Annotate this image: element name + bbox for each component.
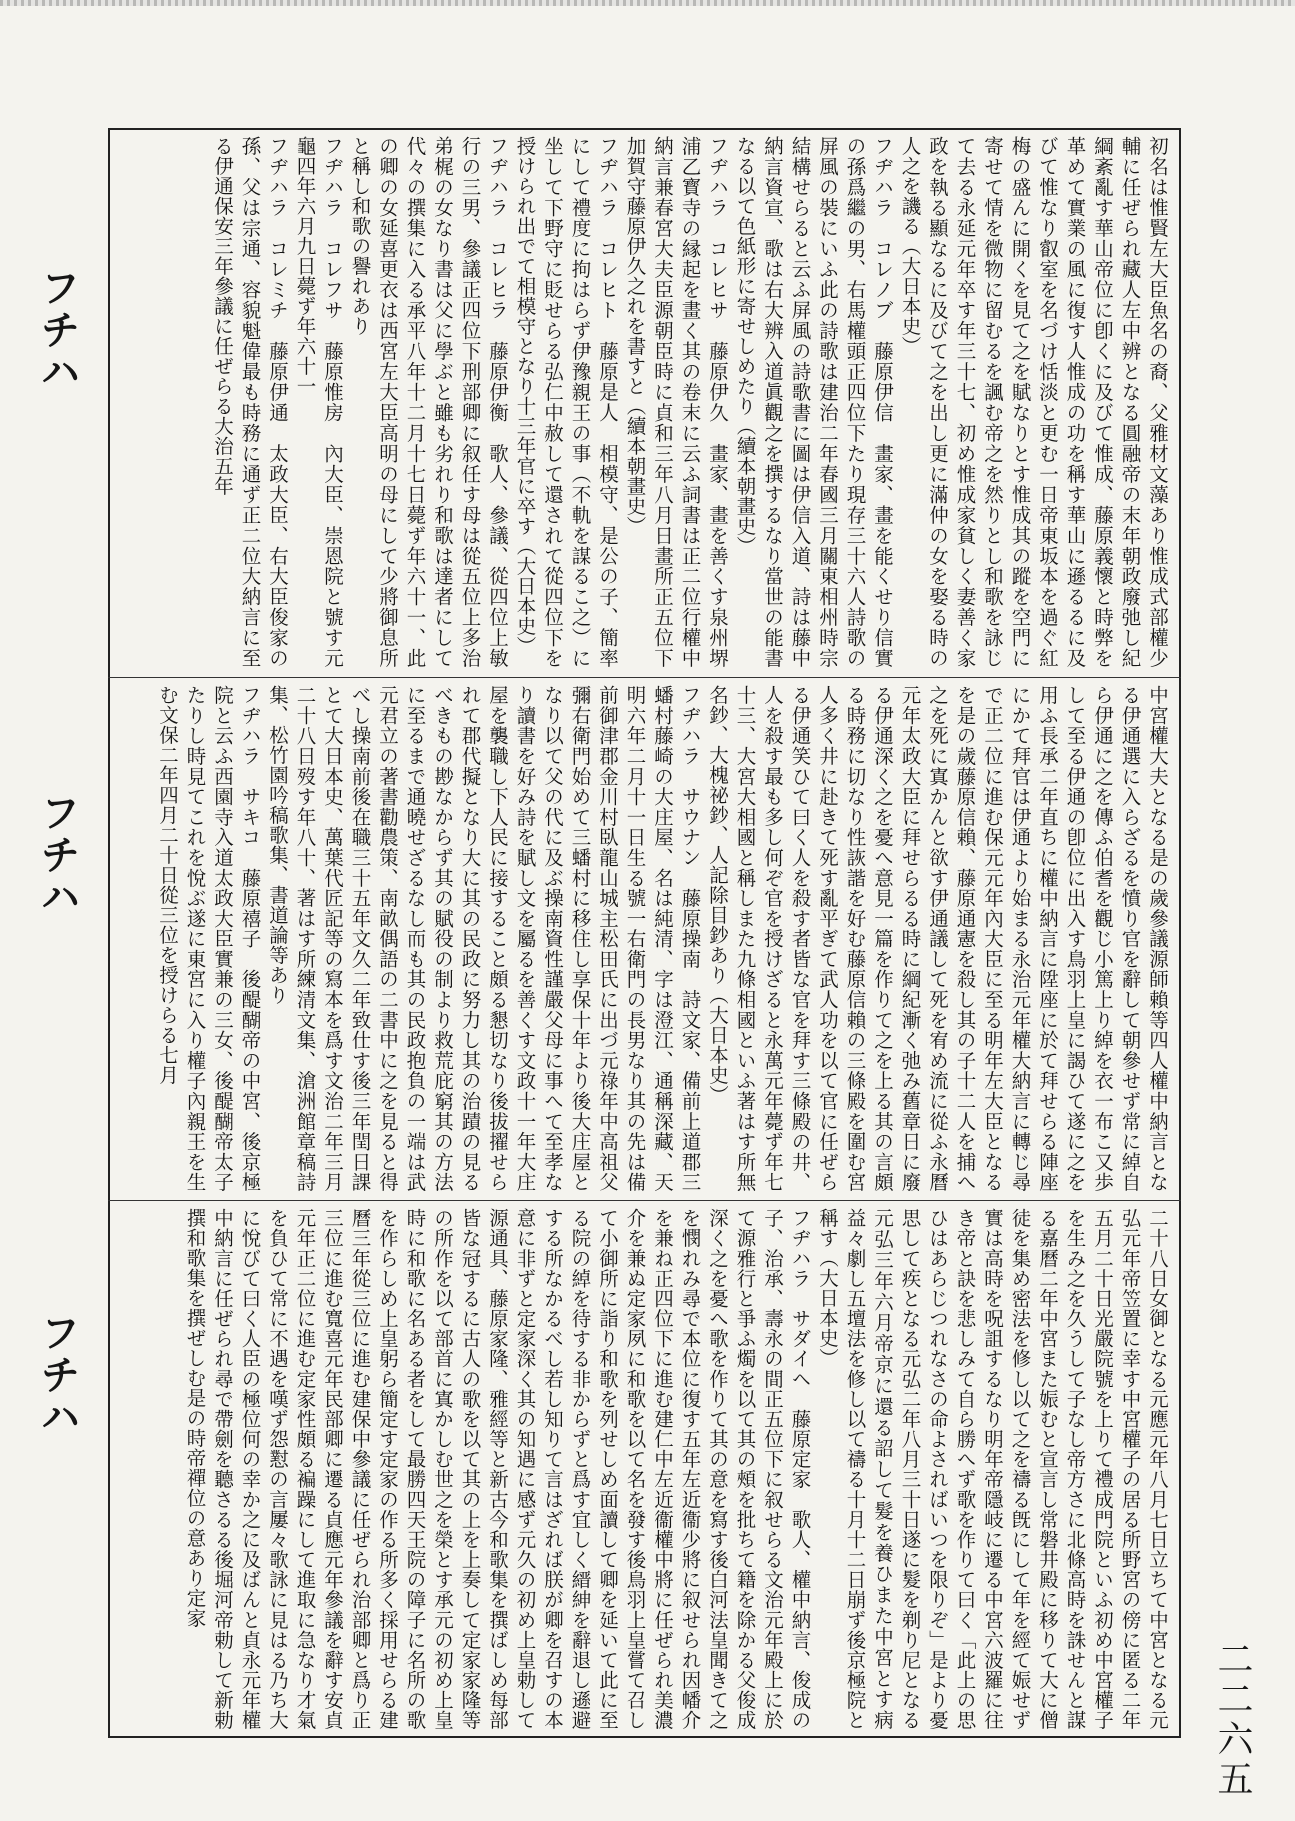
entry: フヂハラ サウナン 藤原操南 詩文家、備前上道郡三蟠村藤崎の大庄屋、名は純清、字は澄江、通稱深藏、天明六年二月十一日生る號一右衛門の長男なり其の先は備前御津郡金川村臥龍山城主松田氏に出づ元祿年中高祖父彌右衛門始めて三蟠村に移住し享保十年より後大庄屋となり以て父の代に及ぶ操南資性謹嚴父母に事へて至孝なり讀書を好み詩を賦し文を屬るを善くす文政十一年大庄屋を襲職し下人民に接すること頗る懇切なり後拔擢せられて郡代擬となり大に其の民政に努力し其の治蹟の見るべきもの尠なからず其の賦役の制より救荒庇窮其の方法に至るまで通曉せざるなし而も其の民政抱負の一端は武元君立の著書勸農策、南畝偶語の二書中に之を見ると得べし操南前後在職三十五年文久二年致仕す後三年閏日課とて大日本史、萬葉代匠記等の寫本を爲す文治二年三月二十八日歿す年八十、著はす所練清文集、滄洲館章稿詩集、松竹園吟稿歌集、書道論等あり [266,685,702,1192]
running-head-3: フチハ [34,1312,80,1438]
entry: フヂハラ コレフサ 藤原惟房 內大臣、崇恩院と號す元龜四年六月九日薨ず年六十一 [293,136,344,668]
running-head-2: フチハ [34,792,80,918]
entry: フヂハラ コレヒラ 藤原伊衡 歌人、參議、從四位上敏行の三男、參議正四位下刑部卿に叙任す母は從五位上多治弟梶の女なり書は父に學ぶと雖も劣れり和歌は達者にして代々の撰集に入る承平八年十二月十七日薨ず年六十一、此の卿の女延喜更衣は西宮左大臣高明の母にして少將御息所と稱し和歌の譽れあり [348,136,509,668]
section-divider-2 [108,1200,1181,1201]
scan-edge-noise [0,0,1295,6]
entry: フヂハラ コレヒサ 藤原伊久 畫家、畫を善くす泉州堺浦乙寳寺の縁起を畫く其の卷末に云ふ詞書は正二位行權中納言兼春宮大夫臣源朝臣時に貞和三年八月日畫所正五位下加賀守藤原伊久之れを書すと（續本朝畫史） [623,136,729,668]
page-number: 二二六五 [1212,1640,1253,1800]
paragraph: 初名は惟賢左大臣魚名の裔、父雅材文藻あり惟成式部權少輔に任ぜられ藏人左中辨となる圓融帝の末年朝政廢弛し紀綱紊亂す華山帝位に卽くに及びて惟成、藤原義懷と時弊を革めて實業の風に復す人惟成の功を稱す華山に遜るるに及びて惟なり叡室を名づけ恬淡と更む一日帝東坂本を過ぐ紅梅の盛んに開くを見て之を賦なりとす惟成其の蹤を空門に寄せて情を微物に留むるを諷む帝之を然りとし和歌を詠じて去る永延元年卒す年三十七、初め惟成家貧しく妻善く家政を執る顯なるに及びて之を出し更に滿仲の女を娶る時の人之を譏る（大日本史） [898,136,1169,668]
entry: フヂハラ サダイヘ 藤原定家 歌人、權中納言、俊成の子、治承、壽永の間正五位下に叙せらる文治元年殿上に於て源雅行と爭ふ燭を以て其の頰を批ちて籍を除かる父俊成深く之を憂へ歌を作りて其の意を寫す後白河法皇聞きて之を憫れみ尋で本位に復す五年左近衞少將に叙せられ因幡介を兼ね正四位下に進む建仁中左近衞權中將に任ぜられ美濃介を兼ぬ定家夙に和歌を以て名を發す後鳥羽上皇嘗て召して小御所に詣り和歌を列せしめ面讀して卿を延いて此に至る院の綽を待する非からずと爲す宜しく縉紳を辭退し遜避する所なかるべし若し知りて言はざれば朕が卿を召すの本意に非ずと定家深く其の知遇に感ず元久の初め上皇勅して源通具、藤原家隆、雅經等と新古今和歌集を撰ばしめ每部皆な冠するに古人の歌を以て其の上を上奏して定家家隆等の所作を以て部首に寘かしむ世之を榮とす承元の初め上皇時に和歌に名ある者をして最勝四天王院の障子に名所の歌を作らしめ上皇躬ら簡定す定家の作る所多く採用せらる建曆三年從三位に進む建保中參議に任ぜられ治部卿と爲り正三位に進む寬喜元年民部卿に遷る貞應元年參議を辭す安貞元年正二位に進む定家性頗る褊躁にして進取に急なり才氣を負ひて常に不遇を嘆ず怨懟の言屢々歌詠に見はる乃ち大に悅びて曰く人臣の極位何の幸か之に及ばんと貞永元年權中納言に任ぜられ尋で帶劍を聽さるる後堀河帝勅して新勅撰和歌集を撰ぜしむ是の時帝禪位の意あり定家 [183,1208,812,1730]
paragraph: 中宮權大夫となる是の歲參議源師賴等四人權中納言となる伊通選に入らざるを憤り官を辭して朝參せず常に綽自ら伊通に之を傳ふ伯耆を觀じ小篤上り綽を衣一布こ又歩して至る伊通の卽位に出入す鳥羽上皇に謁ひて遂に之を用ふ長承二年直ちに權中納言に陞座に於て拜せらる陣座にかて拜官は伊通より始まる永治元年權大納言に轉じ尋で正二位に進む保元元年內大臣に至る明年左大臣となるを是の歲藤原信賴、藤原通憲を殺し其の子十二人を捕へ之を死に寘かんと欲す伊通議して死を宥め流に從ふ永曆元年太政大臣に拜せらるる時に綱紀漸く弛み舊章日に廢る伊通深く之を憂へ意見一篇を作りて之を上る其の言頗る時務に切なり性詼諧を好む藤原信賴の三條殿を圍む宮人多く井に赴きて死す亂平ぎて武人功を以て官に任ぜらる伊通笑ひて曰く人を殺す者皆な官を拜す三條殿の井、人を殺す最も多し何ぞ官を授けざると永萬元年薨ず年七十三、大宮大相國と稱しまた九條相國といふ著はす所無名鈔、大槐祕鈔、人記除目鈔あり（大日本史） [706,685,1169,1192]
entry: フヂハラ コレヒト 藤原是人 相模守、是公の子、簡率にして禮度に拘はらず伊豫親王の事（不軌を謀るこ之）に坐して下野守に貶せらる弘仁中赦して還されて從四位下を授けられ出でて相模守となり十三年官に卒す（大日本史） [513,136,619,669]
section-top [112,132,1177,672]
entry: フヂハラ コレノブ 藤原伊信 畫家、畫を能くせり信實の孫爲繼の男、右馬權頭正四位下たり現存三十六人詩歌の屏風の裝にいふ此の詩歌は建治二年春國三月關東相州時宗結構せらると云ふ屏風の詩歌書に圖は伊信入道、詩は藤中納言資宣、歌は右大辨入道眞觀之を撰するなり當世の能書なる以て色紙形に寄せしめたり（續本朝畫史） [733,136,894,668]
text-columns [118,1208,1171,1730]
section-bottom [112,1204,1177,1734]
entry: フヂハラ サキコ 藤原禧子 後醍醐帝の中宮、後京極院と云ふ西園寺入道太政大臣實兼の三女、後醍醐帝太子たりし時見てこれを悅ぶ遂に東宮に入り權子內親王を生む文保二年四月二十日從三位を授けらる七月 [156,685,262,1192]
running-head-1: フチハ [34,267,80,393]
text-columns [118,685,1171,1192]
text-columns [118,136,1171,668]
section-middle [112,681,1177,1196]
entry: フヂハラ コレミチ 藤原伊通 太政大臣、右大臣俊家の孫、父は宗通、容貌魁偉最も時務に通ず正二位大納言に至る伊通保安三年參議に任ぜらる大治五年 [211,136,289,668]
section-divider-1 [108,677,1181,678]
paragraph: 二十八日女御となる元應元年八月七日立ちて中宮となる元弘元年帝笠置に幸す中宮權子の居る所野宮の傍に匿る二年五月二十日光嚴院號を上りて禮成門院といふ初め中宮權子を生み之を久うして子なし帝方さに北條高時を誅せんと謀る嘉曆二年中宮また娠むと宣言し常磐井殿に移りて大に僧徒を集め密法を修し以て之を禱る旣にして年を經て娠せず實は高時を呪詛するなり明年帝隱岐に遷る中宮六波羅に往き帝と訣を悲しみて自ら勝へず歌を作りて曰く「此上の思ひはあらじつれなさの命よさればいつを限りぞ」是より憂思して疾となる元弘二年八月三十日遂に髮を剃り尼となる元弘三年六月帝京に還る詔して髮を養ひまた中宮とす病益々劇し五壇法を修し以て禱る十月十二日崩ず後京極院と稱す（大日本史） [816,1208,1169,1730]
